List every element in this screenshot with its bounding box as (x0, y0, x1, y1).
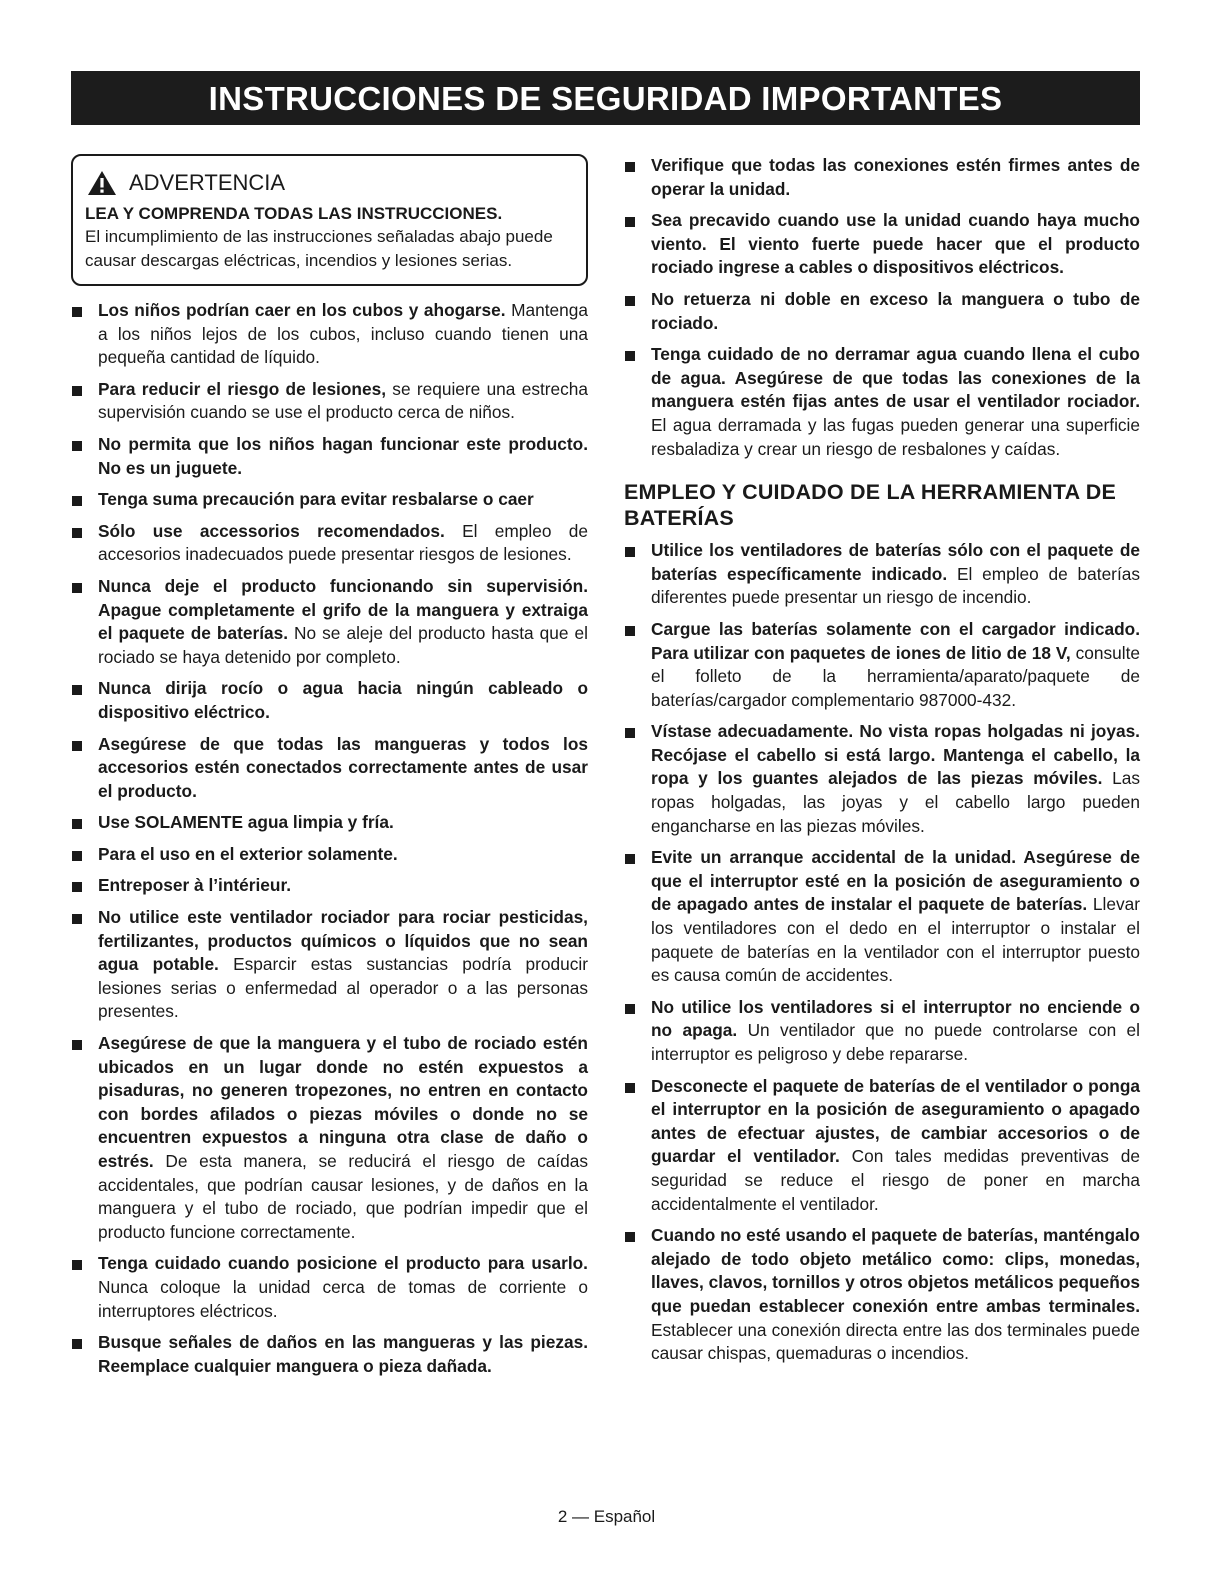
item-bold-text: Los niños podrían caer en los cubos y ahogarse. (98, 300, 506, 320)
list-item (71, 874, 588, 898)
list-item (71, 299, 588, 370)
item-text: El empleo de baterías diferentes puede presentar un riesgo de incendio. (651, 563, 1140, 608)
list-item (624, 846, 1140, 988)
item-bold-text: No permita que los niños hagan funcionar este producto. No es un juguete. (98, 433, 588, 478)
item-bold-text: Para el uso en el exterior solamente. (98, 843, 398, 864)
item-bold-text: Verifique que todas las conexiones estén firmes antes de operar la unidad. (651, 155, 1140, 199)
list-item (71, 1032, 588, 1244)
list-item (624, 154, 1140, 201)
warning-triangle-icon (87, 170, 117, 196)
item-bold-text: Sólo use accessorios recomendados. (98, 520, 445, 541)
list-item (624, 720, 1140, 838)
item-text: Esparcir estas sustancias podría producir lesiones serias o enfermedad al operador o a las personas presentes. (98, 954, 588, 1022)
item-bold-text: Cuando no esté usando el paquete de baterías, manténgalo alejado de todo objeto metálico como: clips, monedas, llaves, clavos, tornillos y otros objetos metálicos pequeños que puedan establecer conexión entre ambas terminales. (651, 1225, 1140, 1316)
list-item (71, 1252, 588, 1323)
right-safety-list (624, 154, 1140, 461)
list-item (71, 433, 588, 480)
list-item (624, 539, 1140, 610)
battery-safety-list (624, 539, 1140, 1366)
list-item (71, 378, 588, 425)
list-item (624, 618, 1140, 712)
left-safety-list (71, 299, 588, 1378)
item-text: Mantenga a los niños lejos de los cubos, incluso cuando tienen una pequeña cantidad de líquido. (98, 300, 588, 368)
list-item (71, 811, 588, 835)
item-bold-text: Tenga suma precaución para evitar resbalarse o caer (98, 489, 534, 510)
item-bold-text: Para reducir el riesgo de lesiones, (98, 378, 386, 399)
item-bold-text: Asegúrese de que la manguera y el tubo de rociado estén ubicados en un lugar donde no estén expuestos a pisaduras, no generen tropezones, no entren en contacto con bordes afilados o piezas móviles o donde no se encuentren expuestos a ninguna otra clase de daño o estrés. (98, 1033, 588, 1171)
page-title: INSTRUCCIONES DE SEGURIDAD IMPORTANTES (71, 71, 1140, 125)
item-bold-text: Desconecte el paquete de baterías de el ventilador o ponga el interruptor en la posición de aseguramiento o apagado antes de efectuar ajustes, de cambiar accesorios o de guardar el ventilador. (651, 1075, 1140, 1167)
item-text: No se aleje del producto hasta que el rociado se haya detenido por completo. (98, 623, 588, 667)
item-bold-text: Asegúrese de que todas las mangueras y todos los accesorios estén conectados correctamente antes de usar el producto. (98, 733, 588, 801)
warning-heading-text: ADVERTENCIA (129, 170, 286, 195)
item-bold-text: Busque señales de daños en las mangueras y las piezas. Reemplace cualquier manguera o pieza dañada. (98, 1332, 588, 1376)
item-text: consulte el folleto de la herramienta/aparato/paquete de baterías/cargador complementario 987000-432. (651, 642, 1140, 710)
warning-text: El incumplimiento de las instrucciones señaladas abajo puede causar descargas eléctricas, incendios y lesiones serias. (85, 227, 553, 270)
left-column (71, 154, 588, 1386)
section-title: EMPLEO Y CUIDADO DE LA HERRAMIENTA DE BATERÍAS (624, 480, 1116, 531)
item-bold-text: Sea precavido cuando use la unidad cuando haya mucho viento. El viento fuerte puede hacer que el producto rociado ingrese a cables o dispositivos eléctricos. (651, 210, 1140, 278)
item-text: De esta manera, se reducirá el riesgo de caídas accidentales, que podrían causar lesiones, y de daños en la manguera y el tubo de rociado, que podrían impedir que el producto funcione correctamente. (98, 1151, 588, 1242)
list-item (71, 733, 588, 804)
warning-lead: LEA Y COMPRENDA TODAS LAS INSTRUCCIONES. (85, 204, 503, 223)
item-text: Con tales medidas preventivas de seguridad se reduce el riesgo de poner en marcha accidentalmente el ventilador. (651, 1146, 1140, 1214)
list-item (624, 1075, 1140, 1217)
list-item (624, 1224, 1140, 1366)
item-text: Un ventilador que no puede controlarse con el interruptor es peligroso y debe repararse. (651, 1020, 1140, 1064)
item-text: se requiere una estrecha supervisión cuando se use el producto cerca de niños. (98, 378, 588, 423)
item-bold-text: No retuerza ni doble en exceso la manguera o tubo de rociado. (651, 288, 1140, 333)
item-text: El agua derramada y las fugas pueden generar una superficie resbaladiza y crear un riesgo de resbalones y caídas. (651, 414, 1140, 459)
item-bold-text: Nunca deje el producto funcionando sin supervisión. Apague completamente el grifo de la manguera y extraiga el paquete de baterías. (98, 575, 588, 644)
item-bold-text: Cargue las baterías solamente con el cargador indicado. Para utilizar con paquetes de iones de litio de 18 V, (651, 618, 1140, 663)
item-bold-text: Nunca dirija rocío o agua hacia ningún cableado o dispositivo eléctrico. (98, 678, 588, 722)
item-bold-text: Entreposer à l’intérieur. (98, 875, 292, 896)
list-item (71, 488, 588, 512)
list-item (71, 677, 588, 724)
item-bold-text: Tenga cuidado de no derramar agua cuando llena el cubo de agua. Asegúrese de que todas las conexiones de la manguera estén fijas antes de usar el ventilador rociador. (651, 344, 1140, 412)
list-item (71, 843, 588, 867)
item-text: Establecer una conexión directa entre las dos terminales puede causar chispas, quemaduras o incendios. (651, 1319, 1140, 1364)
item-text: Nunca coloque la unidad cerca de tomas de corriente o interruptores eléctricos. (98, 1276, 588, 1321)
item-text: El empleo de accesorios inadecuados puede presentar riesgos de lesiones. (98, 520, 588, 565)
item-bold-text: No utilice este ventilador rociador para rociar pesticidas, fertilizantes, productos químicos o líquidos que no sean agua potable. (98, 907, 588, 975)
list-item (71, 575, 588, 669)
warning-box (71, 154, 588, 286)
list-item (624, 343, 1140, 461)
item-text: Llevar los ventiladores con el dedo en el interruptor o instalar el paquete de baterías en la ventilador con el interruptor puesto es causa común de accidentes. (651, 894, 1141, 986)
item-bold-text: Tenga cuidado cuando posicione el producto para usarlo. (98, 1253, 588, 1274)
item-bold-text: Utilice los ventiladores de baterías sólo con el paquete de baterías específicamente indicado. (651, 540, 1140, 584)
list-item (624, 288, 1140, 335)
item-bold-text: No utilice los ventiladores si el interruptor no enciende o no apaga. (651, 996, 1140, 1041)
warning-heading (85, 170, 574, 196)
item-text: Las ropas holgadas, las joyas y el cabello largo pueden engancharse en las piezas móviles. (651, 768, 1140, 836)
item-bold-text: Use SOLAMENTE agua limpia y fría. (98, 812, 394, 833)
right-column (624, 154, 1140, 1374)
list-item (624, 209, 1140, 280)
list-item (71, 520, 588, 567)
page-footer: 2 — Español (557, 1507, 656, 1526)
list-item (71, 906, 588, 1024)
item-bold-text: Vístase adecuadamente. No vista ropas holgadas ni joyas. Recójase el cabello si está largo. Mantenga el cabello, la ropa y los guantes alejados de las piezas móviles. (651, 721, 1140, 789)
list-item (624, 996, 1140, 1067)
list-item (71, 1331, 588, 1378)
item-bold-text: Evite un arranque accidental de la unidad. Asegúrese de que el interruptor esté en la posición de aseguramiento o de apagado antes de instalar el paquete de baterías. (651, 847, 1140, 915)
